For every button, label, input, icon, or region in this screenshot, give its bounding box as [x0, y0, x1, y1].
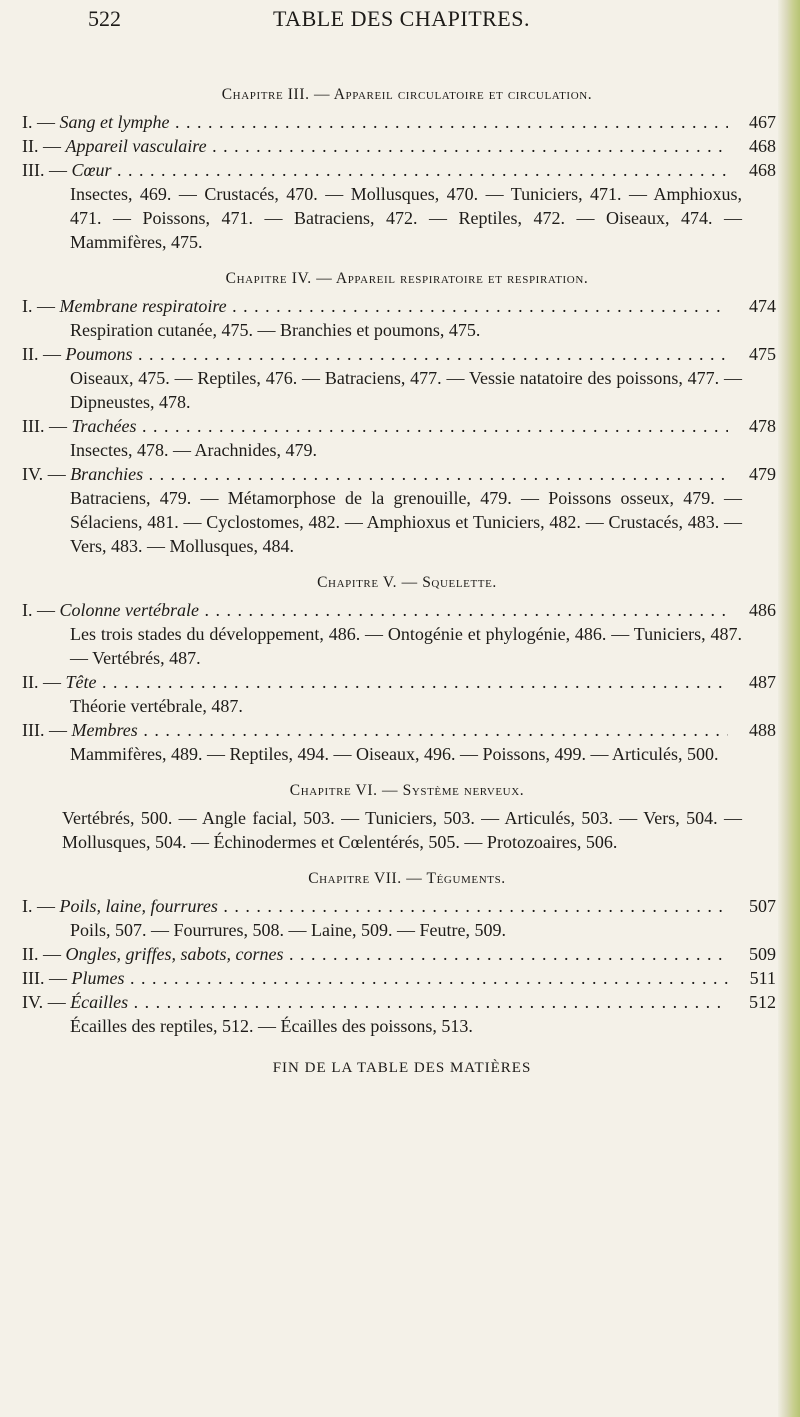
- toc-entry: II. — Tête . . . 487 Théorie vertébrale, 487.: [22, 670, 782, 718]
- entry-page: 468: [728, 134, 776, 158]
- toc-entry: III. — Membres . . . 488 Mammifères, 489. — Reptiles, 494. — Oiseaux, 496. — Poissons, 499. — Articulés, 500.: [22, 718, 782, 766]
- entry-title: Cœur: [71, 160, 112, 180]
- entry-title: Poumons: [65, 344, 133, 364]
- entry-number: I.: [22, 296, 33, 316]
- entry-title: Tête: [65, 672, 97, 692]
- entry-title: Plumes: [71, 968, 125, 988]
- entry-page: 475: [728, 342, 776, 366]
- entry-detail: Insectes, 469. — Crustacés, 470. — Mollusques, 470. — Tuniciers, 471. — Amphioxus, 471. — Poissons, 471. — Batraciens, 472. — Reptiles, 472. — Oiseaux, 474. — Mammifères, 475.: [70, 184, 742, 252]
- entry-title: Sang et lymphe: [59, 112, 170, 132]
- entry-detail: Oiseaux, 475. — Reptiles, 476. — Batraciens, 477. — Vessie natatoire des poissons, 477. — Dipneustes, 478.: [70, 368, 742, 412]
- chapter-3: [22, 86, 782, 254]
- entry-detail: Théorie vertébrale, 487.: [70, 696, 243, 716]
- chapter-paragraph: Vertébrés, 500. — Angle facial, 503. — Tuniciers, 503. — Articulés, 503. — Vers, 504. — Mollusques, 504. — Échinodermes et Cœlentérés, 505. — Protozoaires, 506.: [62, 808, 742, 852]
- entry-page: 511: [728, 966, 776, 990]
- toc-entry: II. — Poumons . . . 475 Oiseaux, 475. — Reptiles, 476. — Batraciens, 477. — Vessie natatoire des poissons, 477. — Dipneustes, 478.: [22, 342, 782, 414]
- page-number: 522: [88, 6, 121, 31]
- entry-number: II.: [22, 672, 39, 692]
- chapter-7: [22, 870, 782, 1038]
- entry-number: III.: [22, 160, 45, 180]
- toc-entry: I. — Membrane respiratoire . . . 474 Respiration cutanée, 475. — Branchies et poumons, 475.: [22, 294, 782, 342]
- entry-detail: Respiration cutanée, 475. — Branchies et poumons, 475.: [70, 320, 481, 340]
- entry-title: Colonne vertébrale: [59, 600, 199, 620]
- entry-number: III.: [22, 968, 45, 988]
- table-of-chapters: [22, 86, 782, 1077]
- end-note: FIN DE LA TABLE DES MATIÈRES: [272, 1060, 532, 1076]
- chapter-title: Chapitre VII. — Téguments.: [308, 870, 506, 887]
- entry-page: 467: [728, 110, 776, 134]
- toc-entry: III. — Plumes . . . 511: [22, 966, 782, 990]
- chapter-title: Chapitre IV. — Appareil respiratoire et respiration.: [225, 270, 589, 287]
- toc-entry: IV. — Branchies . . . 479 Batraciens, 479. — Métamorphose de la grenouille, 479. — Poissons osseux, 479. — Sélaciens, 481. — Cyclostomes, 482. — Amphioxus et Tuniciers, 482. — Crustacés, 483. — Vers, 483. — Mollusques, 484.: [22, 462, 782, 558]
- entry-page: 507: [728, 894, 776, 918]
- toc-entry: IV. — Écailles . . . 512 Écailles des reptiles, 512. — Écailles des poissons, 513.: [22, 990, 782, 1038]
- entry-detail: Batraciens, 479. — Métamorphose de la grenouille, 479. — Poissons osseux, 479. — Sélaciens, 481. — Cyclostomes, 482. — Amphioxus et Tuniciers, 482. — Crustacés, 483. — Vers, 483. — Mollusques, 484.: [70, 488, 742, 556]
- toc-entry: I. — Sang et lymphe . . . 467: [22, 110, 782, 134]
- entry-title: Ongles, griffes, sabots, cornes: [65, 944, 284, 964]
- entry-title: Membrane respiratoire: [59, 296, 227, 316]
- entry-detail: Mammifères, 489. — Reptiles, 494. — Oiseaux, 496. — Poissons, 499. — Articulés, 500.: [70, 744, 719, 764]
- entry-number: III.: [22, 720, 45, 740]
- entry-page: 509: [728, 942, 776, 966]
- entry-title: Poils, laine, fourrures: [59, 896, 218, 916]
- toc-entry: III. — Cœur . . . 468 Insectes, 469. — Crustacés, 470. — Mollusques, 470. — Tuniciers, 471. — Amphioxus, 471. — Poissons, 471. — Batraciens, 472. — Reptiles, 472. — Oiseaux, 474. — Mammifères, 475.: [22, 158, 782, 254]
- chapter-6: [22, 782, 782, 854]
- entry-title: Membres: [71, 720, 138, 740]
- entry-page: 512: [728, 990, 776, 1014]
- toc-entry: I. — Colonne vertébrale . . . 486 Les trois stades du développement, 486. — Ontogénie et phylogénie, 486. — Tuniciers, 487. — Vertébrés, 487.: [22, 598, 782, 670]
- entry-page: 487: [728, 670, 776, 694]
- entry-number: II.: [22, 944, 39, 964]
- chapter-title: Chapitre V. — Squelette.: [317, 574, 497, 591]
- entry-number: II.: [22, 136, 39, 156]
- entry-detail: Insectes, 478. — Arachnides, 479.: [70, 440, 317, 460]
- entry-page: 474: [728, 294, 776, 318]
- entry-title: Appareil vasculaire: [65, 136, 207, 156]
- chapter-title: Chapitre VI. — Système nerveux.: [289, 782, 525, 799]
- entry-number: IV.: [22, 992, 44, 1012]
- entry-page: 479: [728, 462, 776, 486]
- entry-title: Branchies: [70, 464, 144, 484]
- running-head: [88, 6, 788, 38]
- toc-entry: I. — Poils, laine, fourrures . . . 507 Poils, 507. — Fourrures, 508. — Laine, 509. — Feutre, 509.: [22, 894, 782, 942]
- chapter-5: [22, 574, 782, 766]
- chapter-4: [22, 270, 782, 558]
- entry-page: 468: [728, 158, 776, 182]
- entry-detail: Écailles des reptiles, 512. — Écailles des poissons, 513.: [70, 1016, 473, 1036]
- toc-entry: III. — Trachées . . . 478 Insectes, 478. — Arachnides, 479.: [22, 414, 782, 462]
- entry-page: 478: [728, 414, 776, 438]
- entry-detail: Les trois stades du développement, 486. — Ontogénie et phylogénie, 486. — Tuniciers, 487. — Vertébrés, 487.: [70, 624, 742, 668]
- entry-number: III.: [22, 416, 45, 436]
- entry-number: II.: [22, 344, 39, 364]
- chapter-title: Chapitre III. — Appareil circulatoire et circulation.: [221, 86, 593, 103]
- running-title: TABLE DES CHAPITRES.: [273, 6, 530, 31]
- entry-number: I.: [22, 600, 33, 620]
- entry-number: IV.: [22, 464, 44, 484]
- entry-number: I.: [22, 896, 33, 916]
- entry-page: 486: [728, 598, 776, 622]
- entry-title: Trachées: [71, 416, 137, 436]
- entry-title: Écailles: [70, 992, 129, 1012]
- toc-entry: II. — Ongles, griffes, sabots, cornes . . . 509: [22, 942, 782, 966]
- toc-entry: II. — Appareil vasculaire . . . 468: [22, 134, 782, 158]
- entry-page: 488: [728, 718, 776, 742]
- entry-detail: Poils, 507. — Fourrures, 508. — Laine, 509. — Feutre, 509.: [70, 920, 506, 940]
- entry-number: I.: [22, 112, 33, 132]
